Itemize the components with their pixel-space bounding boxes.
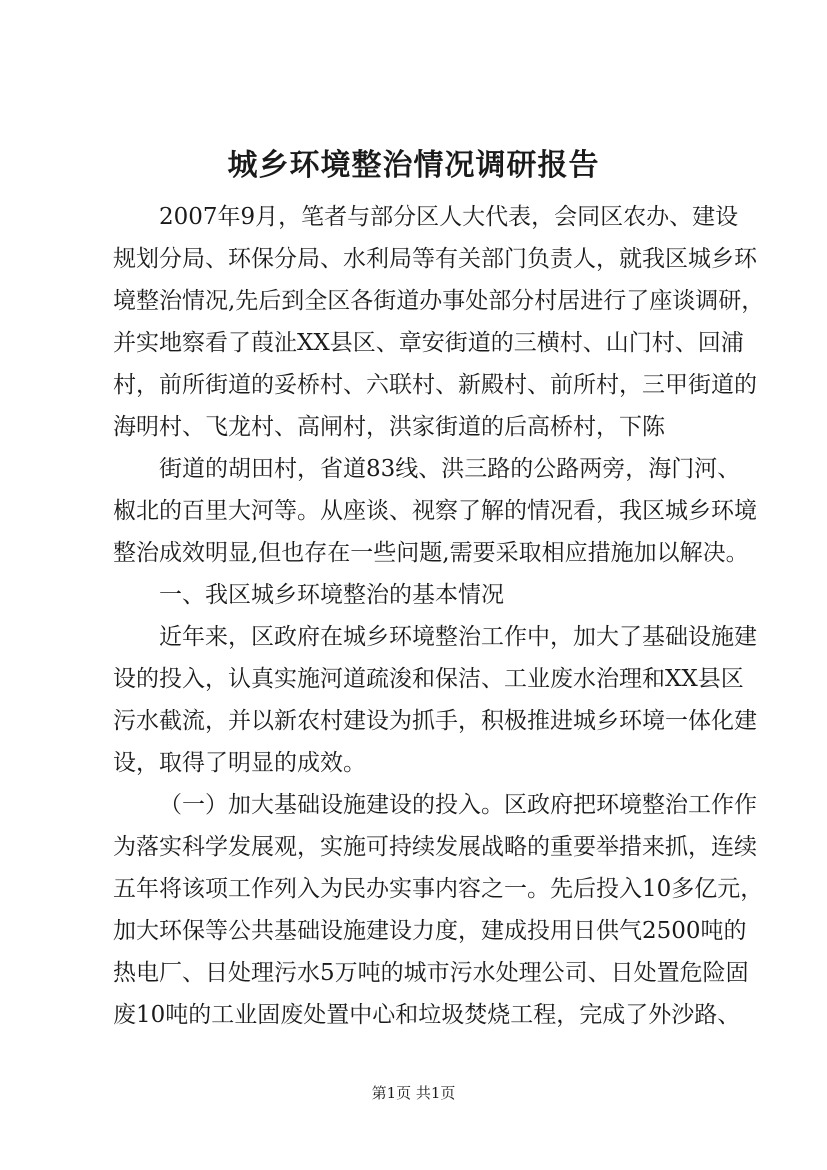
paragraph-line: 设，取得了明显的成效。: [113, 750, 366, 776]
paragraph-line: 设的投入，认真实施河道疏浚和保洁、工业废水治理和XX县区: [113, 666, 744, 692]
document-title: 城乡环境整治情况调研报告: [227, 148, 600, 183]
paragraph-line: 规划分局、环保分局、水利局等有关部门负责人，就我区城乡环: [113, 246, 757, 272]
paragraph-line: 近年来，区政府在城乡环境整治工作中，加大了基础设施建: [159, 624, 757, 650]
paragraph-line: （一）加大基础设施建设的投入。区政府把环境整治工作作: [159, 792, 757, 818]
paragraph-line: 为落实科学发展观，实施可持续发展战略的重要举措来抓，连续: [113, 834, 757, 860]
paragraph-line: 2007年9月，笔者与部分区人大代表，会同区农办、建设: [159, 204, 739, 230]
section-heading: 一、我区城乡环境整治的基本情况: [159, 582, 504, 608]
paragraph-line: 五年将该项工作列入为民办实事内容之一。先后投入10多亿元，: [113, 876, 764, 902]
paragraph-line: 加大环保等公共基础设施建设力度，建成投用日供气2500吨的: [113, 918, 747, 944]
paragraph-line: 村，前所街道的妥桥村、六联村、新殿村、前所村，三甲街道的: [113, 372, 757, 398]
document-body: [113, 196, 765, 1036]
paragraph-line: 并实地察看了葭沚XX县区、章安街道的三横村、山门村、回浦: [113, 330, 744, 356]
paragraph-line: 废10吨的工业固废处置中心和垃圾焚烧工程，完成了外沙路、: [113, 1002, 741, 1028]
paragraph-line: 污水截流，并以新农村建设为抓手，积极推进城乡环境一体化建: [113, 708, 757, 734]
paragraph-line: 海明村、飞龙村、高闸村，洪家街道的后高桥村，下陈: [113, 414, 665, 440]
paragraph-line: 热电厂、日处理污水5万吨的城市污水处理公司、日处置危险固: [113, 960, 749, 986]
paragraph-line: 街道的胡田村，省道83线、洪三路的公路两旁，海门河、: [159, 456, 741, 482]
page-number-footer: 第1页 共1页: [371, 1084, 456, 1102]
paragraph-line: 境整治情况,先后到全区各街道办事处部分村居进行了座谈调研，: [113, 288, 765, 314]
paragraph-line: 整治成效明显,但也存在一些问题,需要采取相应措施加以解决。: [113, 540, 749, 566]
paragraph-line: 椒北的百里大河等。从座谈、视察了解的情况看，我区城乡环境: [113, 498, 757, 524]
